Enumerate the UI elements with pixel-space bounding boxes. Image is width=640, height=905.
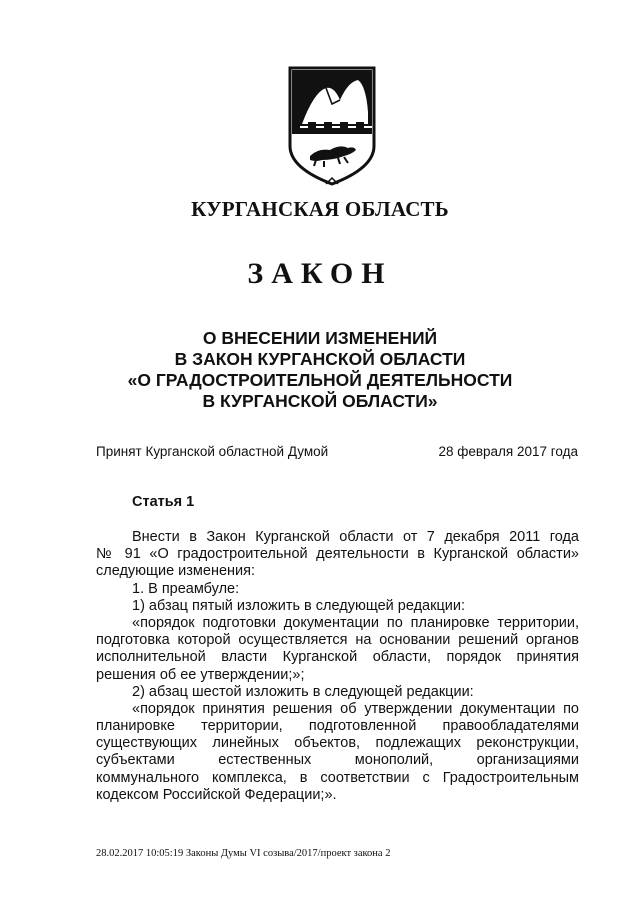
body-line: 1) абзац пятый изложить в следующей редакции: bbox=[132, 597, 465, 614]
body-line: «порядок принятия решения об утверждении документации по bbox=[132, 700, 579, 717]
law-title-line: О ВНЕСЕНИИ ИЗМЕНЕНИЙ bbox=[202, 328, 438, 348]
body-line: Внести в Закон Курганской области от 7 декабря 2011 года bbox=[132, 529, 579, 545]
article-heading: Статья 1 bbox=[132, 494, 195, 510]
law-title-line: «О ГРАДОСТРОИТЕЛЬНОЙ ДЕЯТЕЛЬНОСТИ bbox=[127, 370, 513, 390]
document-type: ЗАКОН bbox=[247, 257, 393, 290]
file-path-footer: 28.02.2017 10:05:19 Законы Думы VI созыва/2017/проект закона 2 bbox=[96, 848, 391, 859]
body-line: кодексом Российской Федерации;». bbox=[96, 786, 337, 803]
body-line: субъектами естественных монополий, организациями bbox=[96, 752, 579, 769]
adoption-date: 28 февраля 2017 года bbox=[438, 444, 578, 459]
body-line: коммунального комплекса, в соответствии с Градостроительным bbox=[96, 769, 579, 786]
body-line: «порядок подготовки документации по планировке территории, bbox=[132, 614, 579, 631]
body-line: 2) абзац шестой изложить в следующей редакции: bbox=[132, 683, 474, 700]
law-title-line: В КУРГАНСКОЙ ОБЛАСТИ» bbox=[202, 391, 438, 411]
body-line: исполнительной власти Курганской области, порядок принятия bbox=[96, 649, 579, 666]
body-line: планировке территории, подготовленной правообладателями bbox=[96, 718, 579, 735]
law-title-line: В ЗАКОН КУРГАНСКОЙ ОБЛАСТИ bbox=[174, 349, 466, 369]
body-line: 1. В преамбуле: bbox=[132, 580, 240, 597]
article-body bbox=[96, 529, 579, 804]
law-title bbox=[0, 328, 640, 412]
region-name: КУРГАНСКАЯ ОБЛАСТЬ bbox=[191, 197, 449, 221]
body-line: № 91 «О градостроительной деятельности в Курганской области» bbox=[96, 546, 579, 563]
kurgan-coat-of-arms-icon bbox=[282, 64, 382, 188]
body-line: решения об ее утверждении;»; bbox=[96, 666, 305, 683]
body-line: подготовка которой осуществляется на основании решений органов bbox=[96, 632, 579, 649]
adopted-by: Принят Курганской областной Думой bbox=[96, 444, 329, 459]
body-line: существующих линейных объектов, подлежащих реконструкции, bbox=[96, 735, 579, 752]
body-line: следующие изменения: bbox=[96, 563, 256, 580]
